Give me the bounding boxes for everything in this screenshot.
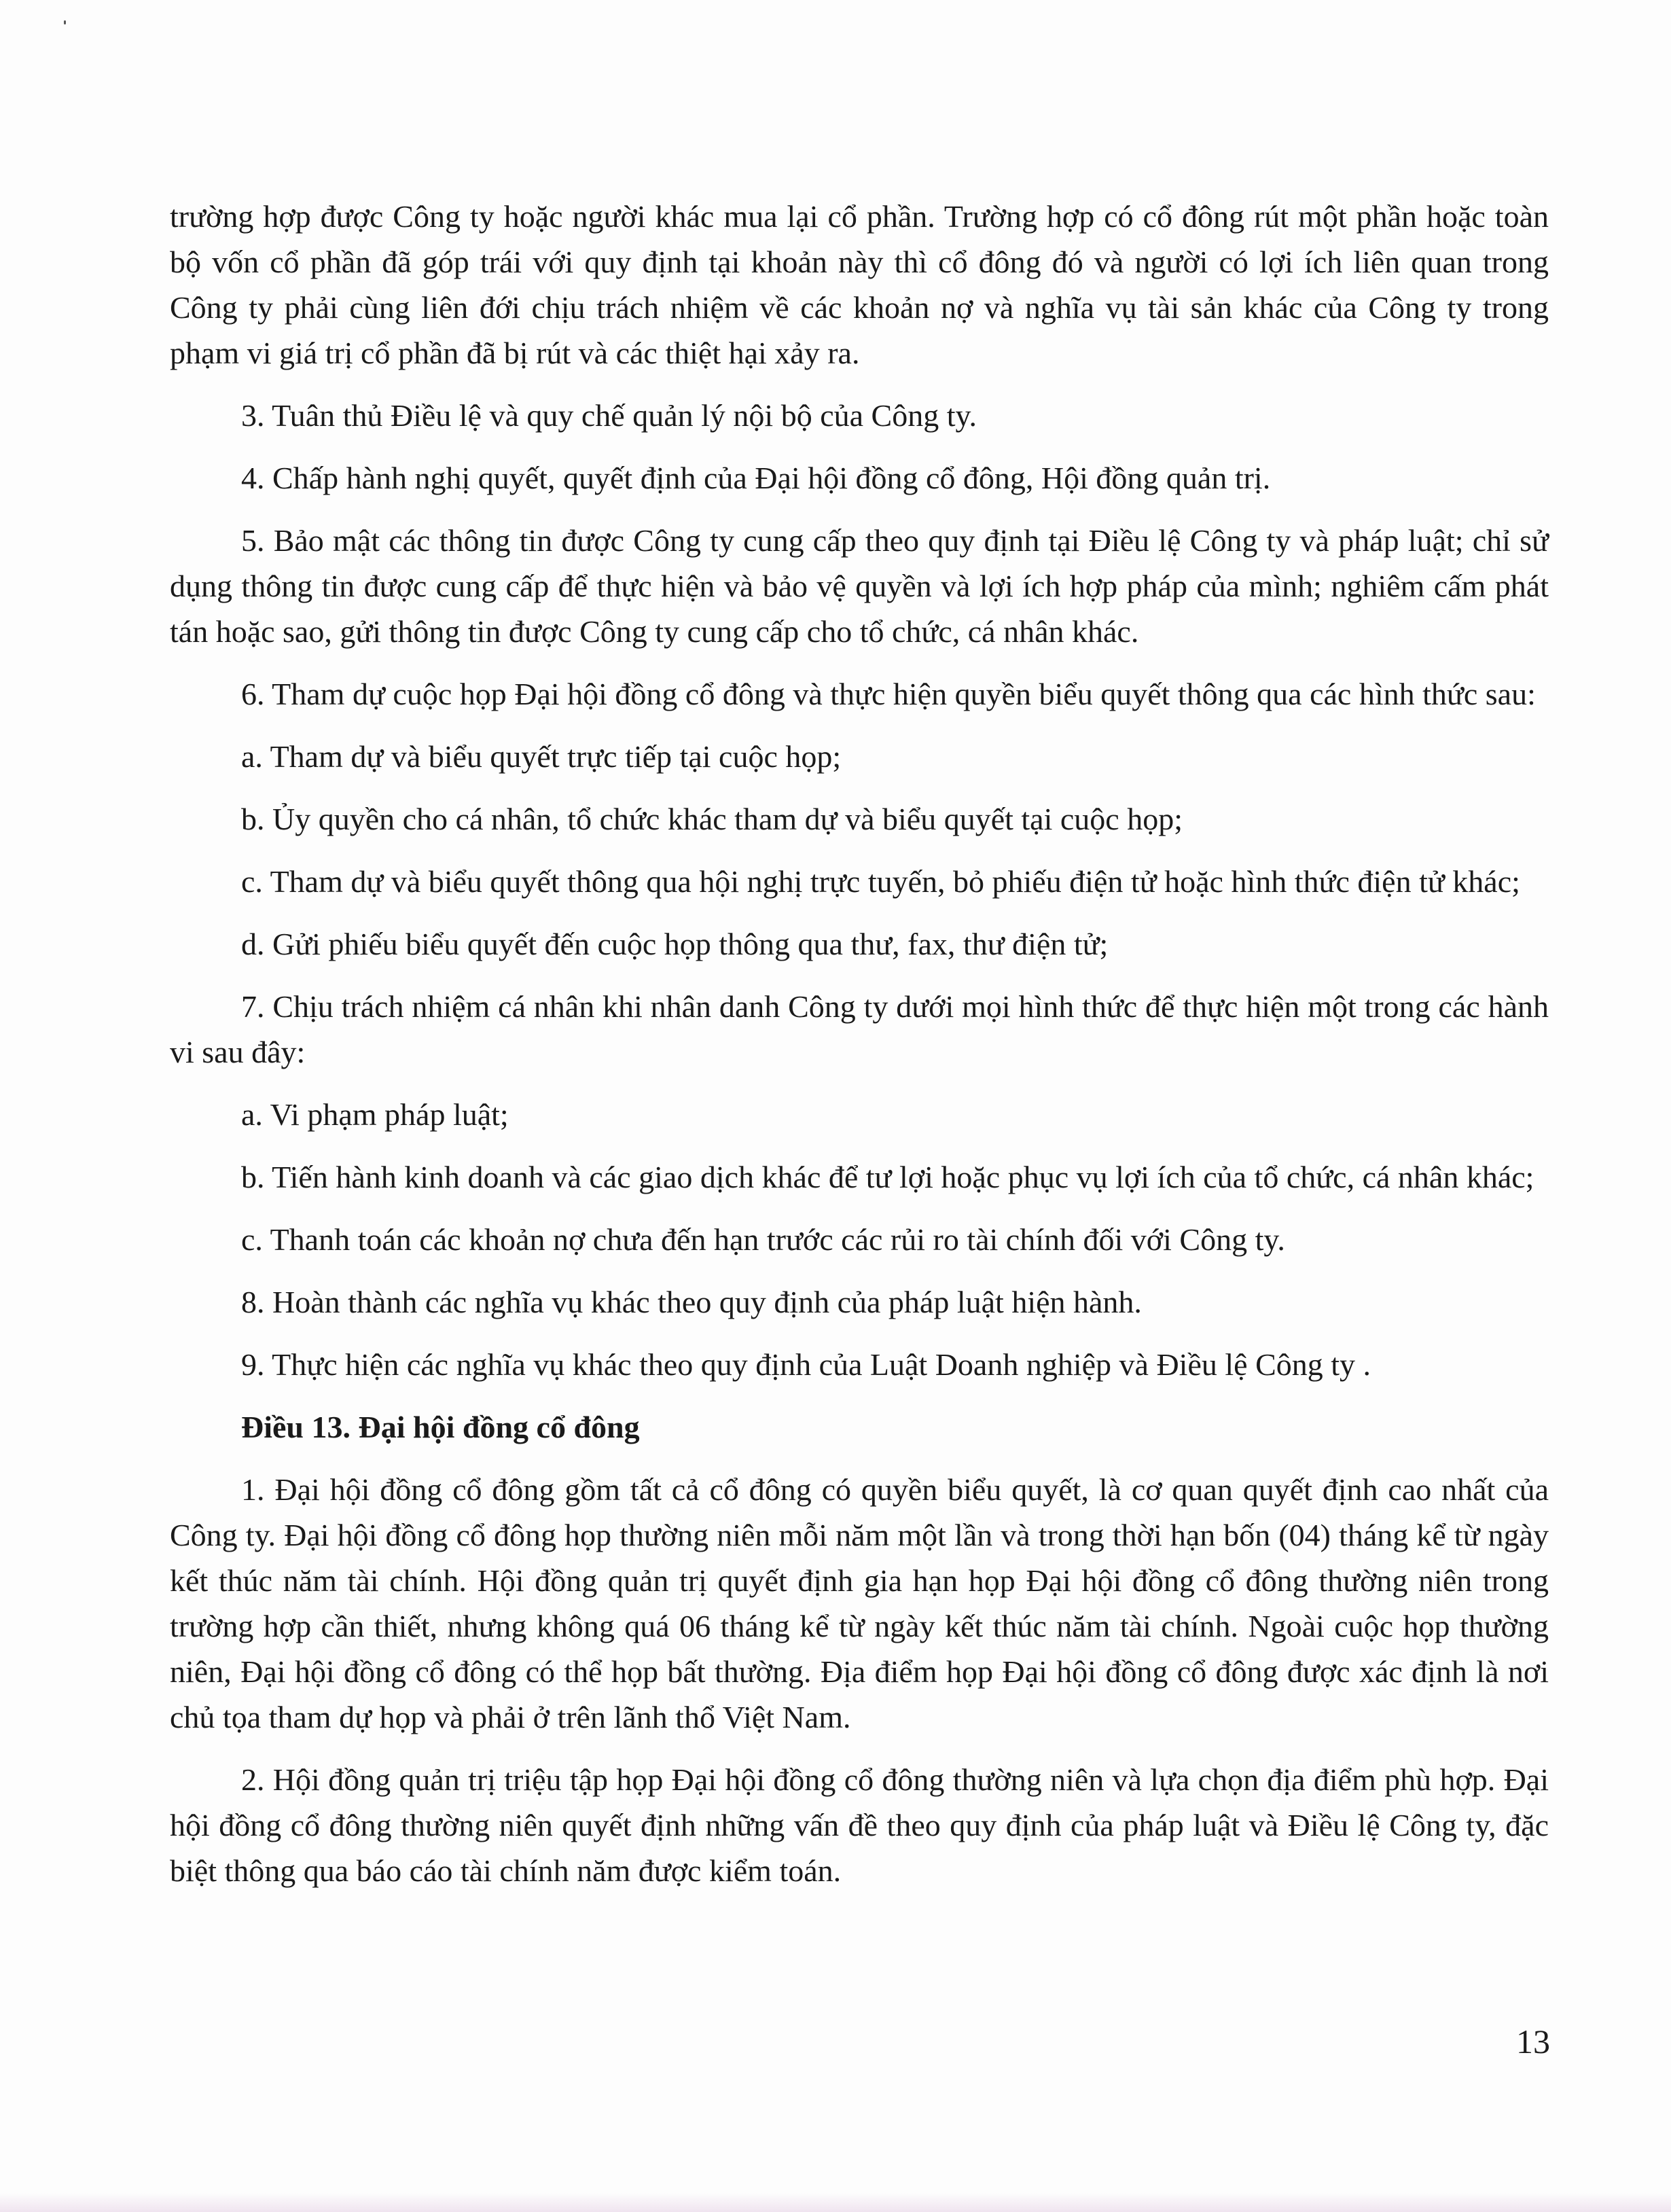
scan-speck [64,20,66,24]
document-body [170,194,1549,1910]
paragraph-item-6c: c. Tham dự và biểu quyết thông qua hội nghị trực tuyến, bỏ phiếu điện tử hoặc hình thức điện tử khác; [241,864,1520,899]
article-13-clause-1: 1. Đại hội đồng cổ đông gồm tất cả cổ đông có quyền biểu quyết, là cơ quan quyết định cao nhất của Công ty. Đại hội đồng cổ đông họp thường niên mỗi năm một lần và trong thời hạn bốn (04) tháng kể từ ngày kết thúc năm tài chính. Hội đồng quản trị quyết định gia hạn họp Đại hội đồng cổ đông thường niên trong trường hợp cần thiết, nhưng không quá 06 tháng kể từ ngày kết thúc năm tài chính. Ngoài cuộc họp thường niên, Đại hội đồng cổ đông có thể họp bất thường. Địa điểm họp Đại hội đồng cổ đông được xác định là nơi chủ tọa tham dự họp và phải ở trên lãnh thổ Việt Nam. [170,1472,1549,1734]
paragraph-item-4: 4. Chấp hành nghị quyết, quyết định của Đại hội đồng cổ đông, Hội đồng quản trị. [241,461,1271,495]
scan-bottom-edge [0,2193,1671,2212]
paragraph-item-9: 9. Thực hiện các nghĩa vụ khác theo quy định của Luật Doanh nghiệp và Điều lệ Công ty . [241,1347,1371,1382]
article-heading: Điều 13. Đại hội đồng cổ đông [241,1410,640,1444]
paragraph-item-6d: d. Gửi phiếu biểu quyết đến cuộc họp thông qua thư, fax, thư điện tử; [241,927,1109,961]
paragraph-continuation: trường hợp được Công ty hoặc người khác mua lại cổ phần. Trường hợp có cổ đông rút một phần hoặc toàn bộ vốn cổ phần đã góp trái với quy định tại khoản này thì cổ đông đó và người có lợi ích liên quan trong Công ty phải cùng liên đới chịu trách nhiệm về các khoản nợ và nghĩa vụ tài sản khác của Công ty trong phạm vi giá trị cổ phần đã bị rút và các thiệt hại xảy ra. [170,199,1549,370]
article-13-clause-2: 2. Hội đồng quản trị triệu tập họp Đại hội đồng cổ đông thường niên và lựa chọn địa điểm phù hợp. Đại hội đồng cổ đông thường niên quyết định những vấn đề theo quy định của pháp luật và Điều lệ Công ty, đặc biệt thông qua báo cáo tài chính năm được kiểm toán. [170,1762,1549,1888]
paragraph-item-7: 7. Chịu trách nhiệm cá nhân khi nhân danh Công ty dưới mọi hình thức để thực hiện một trong các hành vi sau đây: [170,989,1549,1069]
paragraph-item-8: 8. Hoàn thành các nghĩa vụ khác theo quy định của pháp luật hiện hành. [241,1285,1142,1319]
paragraph-item-6: 6. Tham dự cuộc họp Đại hội đồng cổ đông và thực hiện quyền biểu quyết thông qua các hình thức sau: [241,677,1536,711]
paragraph-item-3: 3. Tuân thủ Điều lệ và quy chế quản lý nội bộ của Công ty. [241,398,977,433]
paragraph-item-5: 5. Bảo mật các thông tin được Công ty cung cấp theo quy định tại Điều lệ Công ty và pháp luật; chỉ sử dụng thông tin được cung cấp để thực hiện và bảo vệ quyền và lợi ích hợp pháp của mình; nghiêm cấm phát tán hoặc sao, gửi thông tin được Công ty cung cấp cho tổ chức, cá nhân khác. [170,523,1549,649]
paragraph-item-7c: c. Thanh toán các khoản nợ chưa đến hạn trước các rủi ro tài chính đối với Công ty. [241,1222,1285,1257]
paragraph-item-7b: b. Tiến hành kinh doanh và các giao dịch khác để tư lợi hoặc phục vụ lợi ích của tổ chức, cá nhân khác; [241,1160,1534,1194]
paragraph-item-6a: a. Tham dự và biểu quyết trực tiếp tại cuộc họp; [241,739,842,774]
page-number: 13 [1516,2022,1550,2061]
paragraph-item-6b: b. Ủy quyền cho cá nhân, tổ chức khác tham dự và biểu quyết tại cuộc họp; [241,802,1183,836]
paragraph-item-7a: a. Vi phạm pháp luật; [241,1097,509,1132]
